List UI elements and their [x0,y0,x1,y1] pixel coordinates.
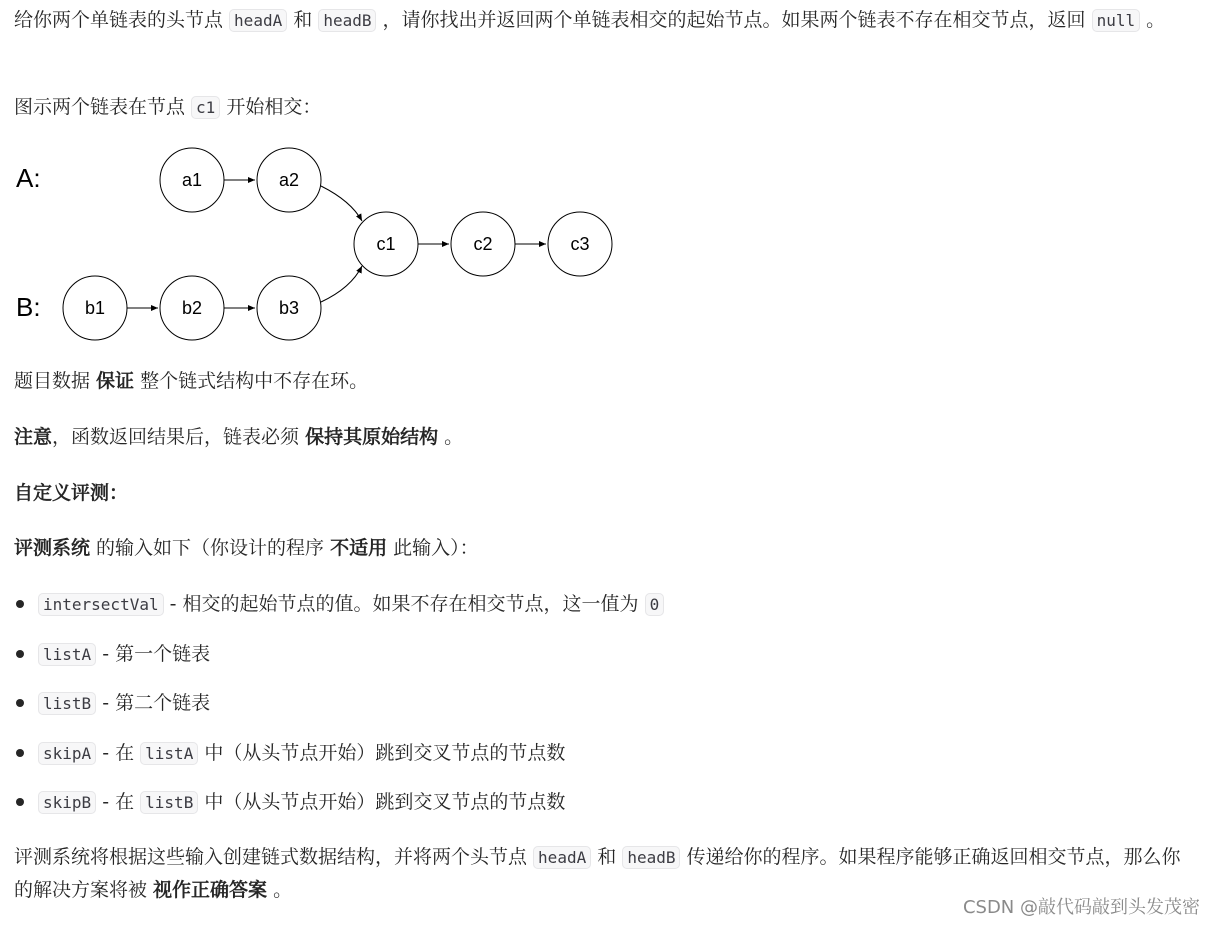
intro-text-1: 给你两个单链表的头节点 [14,9,230,31]
closing-text-3: 传递给你的程序。如果程序能够正确返回相交节点，那么你的解决方案将被 [14,846,1181,901]
list-item-code: listA [38,643,96,666]
closing-text-1: 评测系统将根据这些输入创建链式数据结构，并将两个头节点 [14,846,534,868]
judge-input-bold-2: 不适用 [330,537,388,559]
note-paragraph [14,421,463,454]
note-bold-1: 注意 [14,426,53,448]
list-item-text: - 在 [96,741,141,764]
closing-bold: 视作正确答案 [153,879,268,901]
list-item-code-2: listA [140,742,198,765]
guarantee-text-2: 整个链式结构中不存在环。 [134,370,369,392]
node-a1-label: a1 [181,170,203,190]
note-text-1: ，函数返回结果后，链表必须 [52,426,306,448]
list-item-code-2: 0 [645,593,665,616]
node-b2-label: b2 [181,298,203,318]
guarantee-text-1: 题目数据 [14,370,97,392]
figure-caption [14,91,321,124]
intro-text-2: 和 [287,9,319,31]
caption-text-1: 图示两个链表在节点 [14,96,192,118]
node-c3-label: c3 [570,234,590,254]
intro-text-3: ，请你找出并返回两个单链表相交的起始节点。如果两个链表不存在相交节点，返回 [376,9,1092,31]
judge-input-paragraph [14,532,479,565]
list-item-code: listB [38,692,96,715]
list-item-text-2: 中（从头节点开始）跳到交叉节点的节点数 [198,741,566,764]
judge-input-text-1: 的输入如下（你设计的程序 [90,537,331,559]
closing-text-2: 和 [591,846,623,868]
list-item [14,784,1114,834]
custom-judge-heading-text: 自定义评测： [14,482,129,504]
judge-input-list [14,586,1114,834]
list-item [14,685,1114,735]
list-item-text: - 在 [96,791,141,813]
node-c2-label: c2 [473,234,493,254]
label-list-b: B: [16,292,41,322]
custom-judge-heading [14,477,128,510]
judge-input-bold-1: 评测系统 [14,537,91,559]
code-c1: c1 [191,96,220,119]
note-text-2: 。 [438,426,464,448]
csdn-watermark: CSDN @敲代码敲到头发茂密 [962,897,1200,918]
list-item-code: skipA [38,742,96,765]
list-item-text: - 第二个链表 [96,692,211,714]
list-item-text: - 第一个链表 [96,642,211,665]
list-item [14,735,1114,785]
node-c1-label: c1 [376,234,396,254]
code-headA-2: headA [533,846,591,869]
intro-text-4: 。 [1140,9,1166,31]
guarantee-bold: 保证 [96,370,135,392]
list-item-code: intersectVal [38,593,164,616]
closing-text-4: 。 [267,879,293,901]
list-item-code: skipB [38,791,96,814]
list-item-text: - 相交的起始节点的值。如果不存在相交节点，这一值为 [163,593,645,615]
node-a2-label: a2 [278,170,300,190]
list-item [14,586,1114,636]
code-headB-2: headB [622,846,680,869]
guarantee-paragraph [14,365,368,398]
code-headA: headA [229,9,287,32]
label-list-a: A: [16,163,41,193]
list-item-text-2: 中（从头节点开始）跳到交叉节点的节点数 [198,791,566,813]
arrow-b3-c1 [321,266,362,302]
note-bold-2: 保持其原始结构 [305,426,439,448]
code-headB: headB [318,9,376,32]
caption-text-2: 开始相交： [220,96,322,118]
list-item-code-2: listB [140,791,198,814]
list-item [14,636,1114,686]
linked-list-diagram [14,138,634,348]
code-null: null [1092,9,1141,32]
judge-input-text-2: 此输入）： [387,537,479,559]
node-b1-label: b1 [84,298,106,318]
arrow-a2-c1 [321,186,362,221]
node-b3-label: b3 [278,298,300,318]
intro-paragraph [14,4,1199,37]
